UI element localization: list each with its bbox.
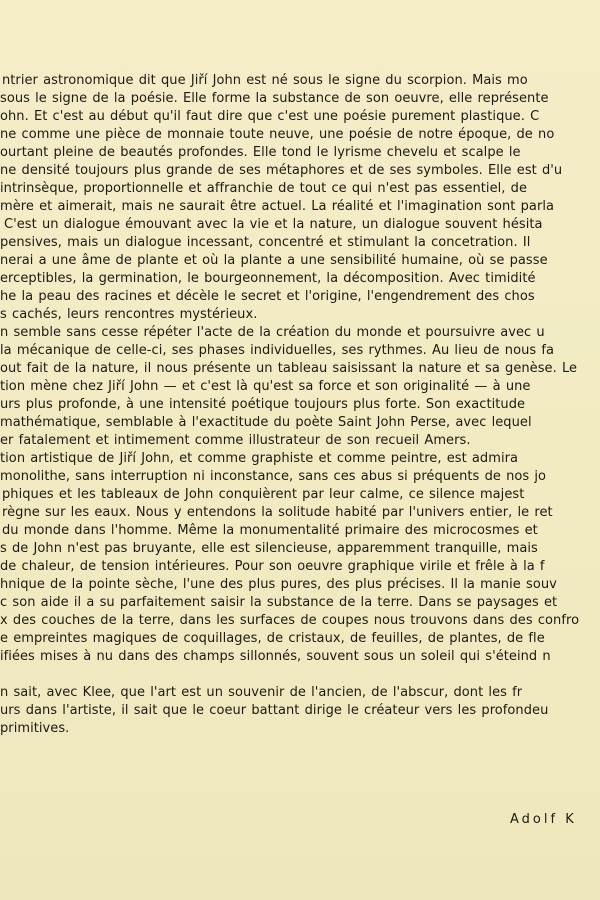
text-line: nerai a une âme de plante et où la plante a une sensibilité humaine, où se passe — [0, 253, 548, 268]
text-line: mère et aimerait, mais ne saurait être actuel. La réalité et l'imagination sont parla — [0, 199, 555, 214]
text-line: n semble sans cesse répéter l'acte de la création du monde et poursuivre avec u — [0, 325, 545, 340]
text-line: urs dans l'artiste, il sait que le coeur battant dirige le créateur vers les profondeu — [0, 703, 549, 718]
text-line: ohn. Et c'est au début qu'il faut dire que c'est une poésie purement plastique. C — [0, 109, 540, 124]
text-line: ntrier astronomique dit que Jiří John est né sous le signe du scorpion. Mais mo — [2, 73, 528, 88]
author-signature: Adolf K — [510, 812, 577, 827]
text-line: C'est un dialogue émouvant avec la vie et la nature, un dialogue souvent hésita — [4, 217, 543, 232]
text-line: ne comme une pièce de monnaie toute neuve, une poésie de notre époque, de no — [0, 127, 555, 142]
text-line: de chaleur, de tension intérieures. Pour son oeuvre graphique virile et frêle à la f — [0, 559, 545, 574]
text-line: out fait de la nature, il nous présente un tableau saisissant la nature et sa genèse. Le — [0, 361, 578, 376]
text-line: s de John n'est pas bruyante, elle est silencieuse, apparemment tranquille, mais — [0, 541, 538, 556]
text-line: la mécanique de celle-ci, ses phases individuelles, ses rythmes. Au lieu de nous fa — [0, 343, 555, 358]
text-line: tion artistique de Jiří John, et comme graphiste et comme peintre, est admira — [0, 451, 519, 466]
text-line: s cachés, leurs rencontres mystérieux. — [0, 307, 258, 322]
text-line: intrinsèque, proportionnelle et affranchie de tout ce qui n'est pas essentiel, de — [0, 181, 528, 196]
text-line: ifiées mises à nu dans des champs sillonnés, souvent sous un soleil qui s'éteind n — [0, 649, 551, 664]
text-line: mathématique, semblable à l'exactitude du poète Saint John Perse, avec lequel — [0, 415, 532, 430]
text-line: he la peau des racines et décèle le secret et l'origine, l'engendrement des chos — [0, 289, 535, 304]
text-line: erceptibles, la germination, le bourgeonnement, la décomposition. Avec timidité — [0, 271, 536, 286]
text-line: c son aide il a su parfaitement saisir la substance de la terre. Dans se paysages et — [0, 595, 558, 610]
text-line: hnique de la pointe sèche, l'une des plus pures, des plus précises. Il la manie souv — [0, 577, 557, 592]
text-line: ourtant pleine de beautés profondes. Elle tond le lyrisme chevelu et scalpe le — [0, 145, 521, 160]
text-line: e empreintes magiques de coquillages, de cristaux, de feuilles, de plantes, de fle — [0, 631, 545, 646]
text-line: du monde dans l'homme. Même la monumentalité primaire des microcosmes et — [2, 523, 538, 538]
text-line: tion mène chez Jiří John — et c'est là qu'est sa force et son originalité — à une — [0, 379, 531, 394]
text-line: er fatalement et intimement comme illustrateur de son recueil Amers. — [0, 433, 471, 448]
text-line: x des couches de la terre, dans les surfaces de coupes nous trouvons dans des confro — [0, 613, 580, 628]
text-line: n sait, avec Klee, que l'art est un souvenir de l'ancien, de l'abscur, dont les fr — [0, 685, 523, 700]
text-line: sous le signe de la poésie. Elle forme la substance de son oeuvre, elle représente — [0, 91, 549, 106]
text-line: ne densité toujours plus grande de ses métaphores et de ses symboles. Elle est d'u — [0, 163, 563, 178]
text-line: monolithe, sans interruption ni inconstance, sans ces abus si préquents de nos jo — [0, 469, 547, 484]
text-line: urs plus profonde, à une intensité poétique toujours plus forte. Son exactitude — [0, 397, 526, 412]
text-line: primitives. — [0, 721, 70, 736]
text-line: pensives, mais un dialogue incessant, concentré et stimulant la concetration. Il — [0, 235, 531, 250]
text-line: règne sur les eaux. Nous y entendons la solitude habité par l'univers entier, le ret — [2, 505, 553, 520]
text-line: phiques et les tableaux de John conquièrent par leur calme, ce silence majest — [2, 487, 525, 502]
